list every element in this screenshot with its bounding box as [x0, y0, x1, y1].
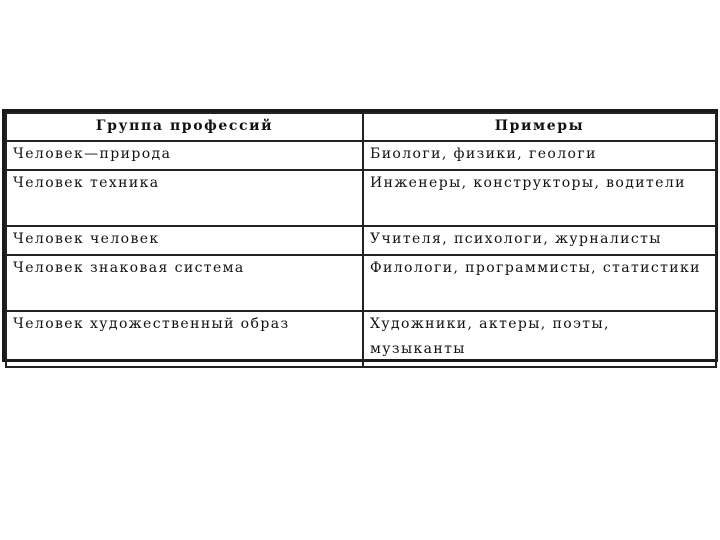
group-text: Человек техника	[13, 175, 160, 191]
examples-text: Филологи, программисты, статистики	[370, 260, 701, 276]
examples-cell	[363, 226, 716, 255]
examples-cell	[363, 141, 716, 170]
table-row	[6, 311, 716, 367]
group-cell	[6, 255, 363, 311]
group-cell	[6, 170, 363, 226]
group-cell	[6, 311, 363, 367]
examples-cell	[363, 170, 716, 226]
header-examples: Примеры	[363, 113, 716, 141]
group-cell	[6, 141, 363, 170]
group-text: Человек человек	[13, 231, 160, 247]
table-header-row	[6, 113, 716, 141]
group-cell	[6, 226, 363, 255]
table-row	[6, 226, 716, 255]
professions-table-grid	[5, 112, 717, 368]
examples-cell	[363, 255, 716, 311]
header-profession-group: Группа профессий	[6, 113, 363, 141]
group-text: Человек—природа	[13, 146, 172, 162]
table-row	[6, 170, 716, 226]
examples-text: Биологи, физики, геологи	[370, 146, 597, 162]
group-text: Человек знаковая система	[13, 260, 245, 276]
examples-text: Художники, актеры, поэты, музыканты	[370, 316, 610, 357]
table-row	[6, 141, 716, 170]
examples-text: Учителя, психологи, журналисты	[370, 231, 662, 247]
table-row	[6, 255, 716, 311]
examples-text: Инженеры, конструкторы, водители	[370, 175, 686, 191]
professions-table	[2, 109, 718, 362]
group-text: Человек художественный образ	[13, 316, 290, 332]
examples-cell	[363, 311, 716, 367]
